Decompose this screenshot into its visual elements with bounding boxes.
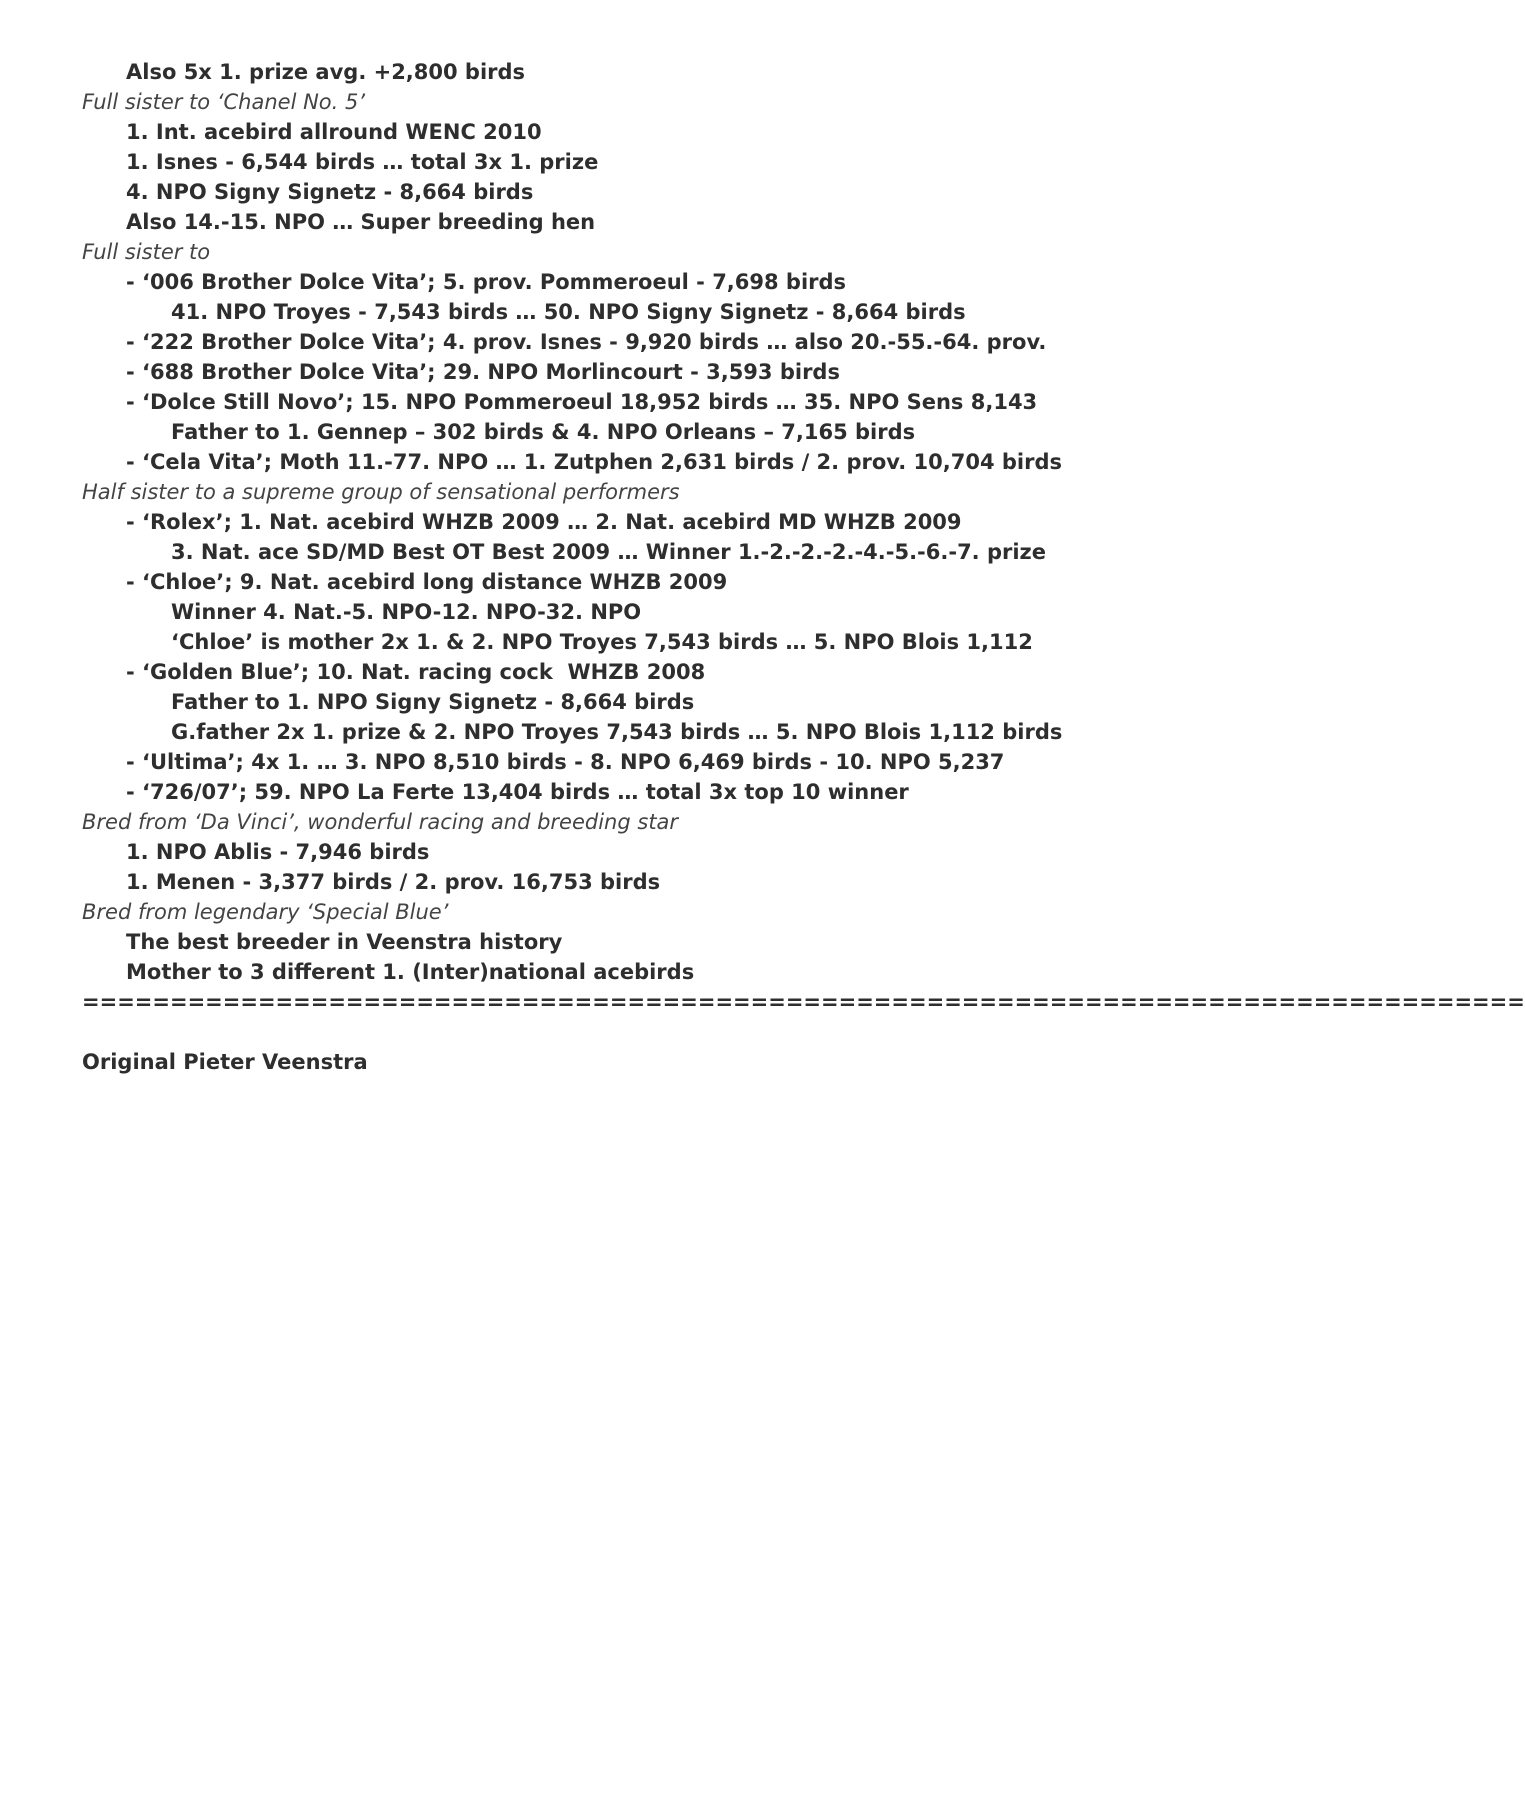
achievement-line: 41. NPO Troyes - 7,543 birds … 50. NPO Signy Signetz - 8,664 birds [171, 300, 966, 324]
section-heading: Bred from ‘Da Vinci’, wonderful racing and breeding star [82, 810, 679, 834]
achievement-line: Winner 4. Nat.-5. NPO-12. NPO-32. NPO [171, 600, 642, 624]
achievement-line: 1. Isnes - 6,544 birds … total 3x 1. prize [126, 150, 599, 174]
achievement-line: - ‘Ultima’; 4x 1. … 3. NPO 8,510 birds - 8. NPO 6,469 birds - 10. NPO 5,237 [126, 750, 1005, 774]
section-heading: Full sister to [82, 240, 211, 264]
section-heading: Bred from legendary ‘Special Blue’ [82, 900, 449, 924]
achievement-line: - ‘Golden Blue’; 10. Nat. racing cock WHZB 2008 [126, 660, 706, 684]
achievement-line: - ‘726/07’; 59. NPO La Ferte 13,404 birds … total 3x top 10 winner [126, 780, 909, 804]
pedigree-document [82, 57, 1525, 1077]
achievement-line: - ‘Dolce Still Novo’; 15. NPO Pommeroeul 18,952 birds … 35. NPO Sens 8,143 [126, 390, 1038, 414]
achievement-line: - ‘Rolex’; 1. Nat. acebird WHZB 2009 … 2. Nat. acebird MD WHZB 2009 [126, 510, 962, 534]
achievement-line: Also 5x 1. prize avg. +2,800 birds [126, 60, 526, 84]
achievement-line: Also 14.-15. NPO … Super breeding hen [126, 210, 596, 234]
spacer [82, 1017, 1222, 1047]
separator-line: ================================================================================== [82, 990, 1525, 1014]
section-heading: Full sister to ‘Chanel No. 5’ [82, 90, 366, 114]
pedigree-lines [82, 57, 1222, 987]
achievement-line: - ‘Cela Vita’; Moth 11.-77. NPO … 1. Zutphen 2,631 birds / 2. prov. 10,704 birds [126, 450, 1063, 474]
achievement-line: Father to 1. Gennep – 302 birds & 4. NPO Orleans – 7,165 birds [171, 420, 916, 444]
achievement-line: Mother to 3 different 1. (Inter)national acebirds [126, 960, 695, 984]
achievement-line: - ‘222 Brother Dolce Vita’; 4. prov. Isnes - 9,920 birds … also 20.-55.-64. prov. [126, 330, 1047, 354]
achievement-line: 1. Int. acebird allround WENC 2010 [126, 120, 542, 144]
achievement-line: - ‘006 Brother Dolce Vita’; 5. prov. Pommeroeul - 7,698 birds [126, 270, 847, 294]
achievement-line: Father to 1. NPO Signy Signetz - 8,664 birds [171, 690, 695, 714]
achievement-line: G.father 2x 1. prize & 2. NPO Troyes 7,543 birds … 5. NPO Blois 1,112 birds [171, 720, 1063, 744]
achievement-line: ‘Chloe’ is mother 2x 1. & 2. NPO Troyes 7,543 birds … 5. NPO Blois 1,112 [171, 630, 1033, 654]
section-heading: Half sister to a supreme group of sensational performers [82, 480, 680, 504]
achievement-line: 1. Menen - 3,377 birds / 2. prov. 16,753 birds [126, 870, 661, 894]
achievement-line: - ‘688 Brother Dolce Vita’; 29. NPO Morlincourt - 3,593 birds [126, 360, 840, 384]
achievement-line: The best breeder in Veenstra history [126, 930, 563, 954]
achievement-line: 3. Nat. ace SD/MD Best OT Best 2009 … Winner 1.-2.-2.-2.-4.-5.-6.-7. prize [171, 540, 1047, 564]
footer-signature: Original Pieter Veenstra [82, 1050, 368, 1074]
achievement-line: 4. NPO Signy Signetz - 8,664 birds [126, 180, 534, 204]
achievement-line: 1. NPO Ablis - 7,946 birds [126, 840, 430, 864]
achievement-line: - ‘Chloe’; 9. Nat. acebird long distance WHZB 2009 [126, 570, 728, 594]
